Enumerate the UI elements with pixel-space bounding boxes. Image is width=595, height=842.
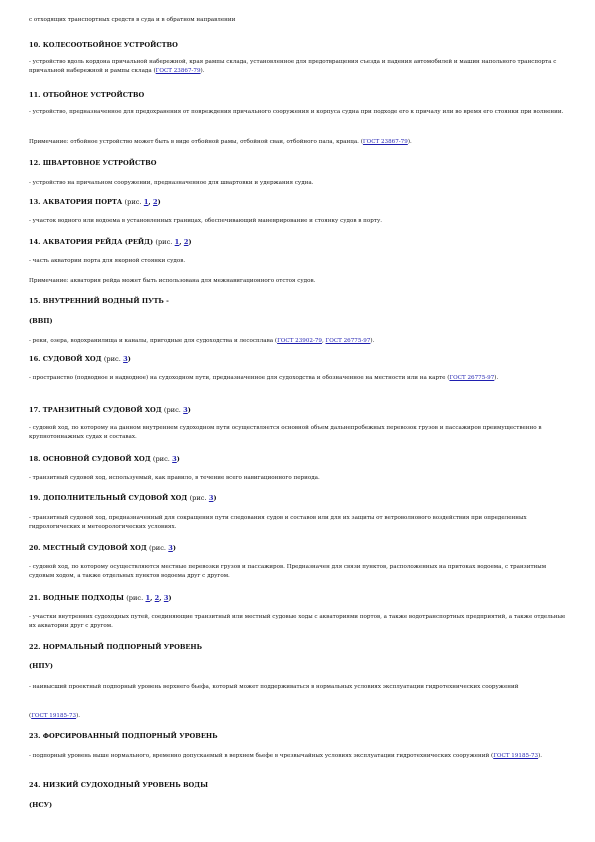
term-definition: - участки внутренних судоходных путей, соединяющие транзитный или местный судовые ходы с акваториями портов, а также водотранспортных предприятий, а также отдельные их акватории друг с другом. xyxy=(29,614,566,630)
gost-link[interactable]: ГОСТ 26775-97 xyxy=(325,338,371,344)
gost-link[interactable]: ГОСТ 19185-73 xyxy=(31,713,77,719)
term-definition: - устройство на причальном сооружении, предназначенное для швартовки и удержания судна. xyxy=(29,180,314,186)
note: Примечание: акватория рейда может быть использована для межнавигационного отстоя судов. xyxy=(29,278,316,284)
term-heading: 13. АКВАТОРИЯ ПОРТА (рис. 1, 2) xyxy=(29,198,161,206)
figure-link[interactable]: 2 xyxy=(183,238,189,246)
term-definition: - часть акватории порта для якорной стоянки судов. xyxy=(29,258,186,264)
term-heading: 10. КОЛЕСООТБОЙНОЕ УСТРОЙСТВО xyxy=(29,41,178,49)
term-heading: 16. СУДОВОЙ ХОД (рис. 3) xyxy=(29,355,131,363)
figure-link[interactable]: 3 xyxy=(208,494,214,502)
figure-link[interactable]: 3 xyxy=(163,594,169,602)
figure-link[interactable]: 3 xyxy=(123,355,128,363)
figure-link[interactable]: 1 xyxy=(143,198,149,206)
term-heading: 21. ВОДНЫЕ ПОДХОДЫ (рис. 1, 2, 3) xyxy=(29,594,172,602)
gost-link[interactable]: ГОСТ 23867-79 xyxy=(362,139,408,145)
term-heading: 22. НОРМАЛЬНЫЙ ПОДПОРНЫЙ УРОВЕНЬ xyxy=(29,643,203,651)
term-definition: - устройство, предназначенное для предохранения от повреждения причального сооружения и корпуса судна при подходе его к причалу или во время его стоянки при волнении. xyxy=(29,109,564,115)
figure-link[interactable]: 2 xyxy=(154,594,160,602)
figure-link[interactable]: 1 xyxy=(174,238,180,246)
term-heading: 17. ТРАНЗИТНЫЙ СУДОВОЙ ХОД (рис. 3) xyxy=(29,406,191,414)
term-heading: 11. ОТБОЙНОЕ УСТРОЙСТВО xyxy=(29,91,145,99)
figure-link[interactable]: 3 xyxy=(172,455,177,463)
term-abbreviation: (ВВП) xyxy=(29,317,53,325)
term-heading: 12. ШВАРТОВНОЕ УСТРОЙСТВО xyxy=(29,159,157,167)
term-heading: 20. МЕСТНЫЙ СУДОВОЙ ХОД (рис. 3) xyxy=(29,544,176,552)
term-definition: - участок водного или водоема в установленных границах, обеспечивающий маневрирование и стоянку судов в порту. xyxy=(29,218,383,224)
term-abbreviation: (НПУ) xyxy=(29,662,54,670)
term-definition: - судовой ход, по которому на данном внутреннем судоходном пути осуществляется основной объем дальнепробежных перевозок грузов и пассажиров преимущественно в крупнотоннажных судах и составах. xyxy=(29,425,542,441)
term-heading: 24. НИЗКИЙ СУДОХОДНЫЙ УРОВЕНЬ ВОДЫ xyxy=(29,781,209,789)
term-abbreviation: (НСУ) xyxy=(29,801,53,809)
term-definition: - транзитный судовой ход, используемый, как правило, в течение всего навигационного периода. xyxy=(29,475,320,481)
figure-link[interactable]: 2 xyxy=(153,198,158,206)
term-definition: - транзитный судовой ход, предназначенный для сокращения пути следования судов и составов или для их защиты от ветроволнового воздействия при определенных гидрологических и метеорологических условиях. xyxy=(29,515,527,531)
figure-link[interactable]: 3 xyxy=(168,544,173,552)
term-definition: - реки, озера, водохранилища и каналы, пригодные для судоходства и лесосплава (ГОСТ 23902-79, ГОСТ 26775-97). xyxy=(29,338,375,344)
term-heading: 19. ДОПОЛНИТЕЛЬНЫЙ СУДОВОЙ ХОД (рис. 3) xyxy=(29,494,217,502)
term-heading: 14. АКВАТОРИЯ РЕЙДА (РЕЙД) (рис. 1, 2) xyxy=(29,238,192,246)
source-reference: (ГОСТ 19185-73). xyxy=(29,713,81,719)
term-definition: - подпорный уровень выше нормального, временно допускаемый в верхнем бьефе в чрезвычайных условиях эксплуатации гидротехнических сооружений (ГОСТ 19185-73). xyxy=(29,753,543,759)
gost-link[interactable]: ГОСТ 19185-73 xyxy=(493,753,539,759)
figure-link[interactable]: 3 xyxy=(183,406,188,414)
term-definition: - пространство (подводное и надводное) на судоходном пути, предназначенное для судоходства и обозначенное на местности или на карте (ГОСТ 26775-97). xyxy=(29,375,499,381)
term-definition: - устройство вдоль кордона причальной набережной, края рампы склада, установленное для предотвращения съезда и падения автомобилей и машин напольного транспорта с причальной набережной и рампы склада (ГОСТ 23867-79). xyxy=(29,59,557,75)
paragraph: с отходящих транспортных средств в суда и в обратном направлении xyxy=(29,17,236,23)
term-definition: - судовой ход, по которому осуществляются местные перевозки грузов и пассажиров. Предназначен для связи пунктов, расположенных на притоках водоема, с транзитным судовым ходом, а также отдельных пунктов водоема друг с другом. xyxy=(29,564,547,580)
note: Примечание: отбойное устройство может быть в виде отбойной рамы, отбойной сваи, отбойного пала, кранца. (ГОСТ 23867-79). xyxy=(29,139,412,145)
figure-link[interactable]: 1 xyxy=(145,594,151,602)
term-heading: 23. ФОРСИРОВАННЫЙ ПОДПОРНЫЙ УРОВЕНЬ xyxy=(29,732,218,740)
term-heading: 15. ВНУТРЕННИЙ ВОДНЫЙ ПУТЬ - xyxy=(29,297,169,305)
term-heading: 18. ОСНОВНОЙ СУДОВОЙ ХОД (рис. 3) xyxy=(29,455,180,463)
term-definition: - наивысший проектный подпорный уровень верхнего бьефа, который может поддерживаться в нормальных условиях эксплуатации гидротехнических сооружений xyxy=(29,684,519,690)
gost-link[interactable]: ГОСТ 23902-79 xyxy=(277,338,322,344)
gost-link[interactable]: ГОСТ 26775-97 xyxy=(449,375,495,381)
gost-link[interactable]: ГОСТ 23867-79 xyxy=(155,68,201,75)
